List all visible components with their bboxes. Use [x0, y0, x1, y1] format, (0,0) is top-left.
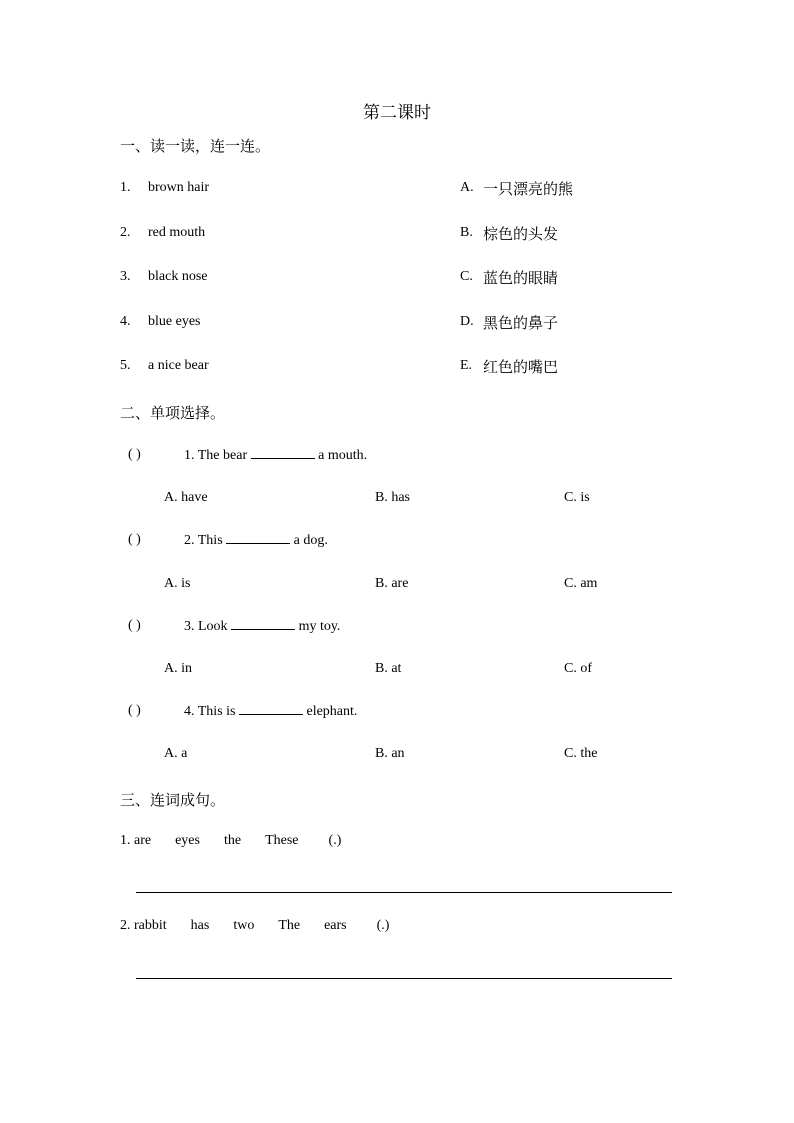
- match-left-number: 5.: [120, 358, 131, 373]
- fill-blank[interactable]: [239, 703, 303, 715]
- match-left-number: 3.: [120, 269, 131, 284]
- option-b[interactable]: B. has: [375, 490, 410, 505]
- match-right-text: 棕色的头发: [483, 227, 559, 243]
- match-right-letter: C.: [460, 269, 473, 284]
- answer-parentheses[interactable]: ( ): [128, 618, 141, 633]
- word-tile: (.): [328, 833, 342, 848]
- answer-line-2[interactable]: [136, 978, 672, 979]
- answer-line-1[interactable]: [136, 892, 672, 893]
- match-left-number: 1.: [120, 180, 131, 195]
- match-left-number: 4.: [120, 314, 131, 329]
- option-a[interactable]: A. have: [164, 490, 208, 505]
- question-text-before: 1. The bear: [184, 448, 248, 463]
- fill-blank[interactable]: [231, 618, 295, 630]
- question-text-before: 3. Look: [184, 619, 228, 634]
- word-tile: 1. are: [120, 833, 152, 848]
- match-left-text: brown hair: [148, 180, 210, 195]
- option-a[interactable]: A. in: [164, 661, 192, 676]
- question-text-after: elephant.: [306, 704, 358, 719]
- question-text-before: 2. This: [184, 533, 223, 548]
- option-a[interactable]: A. a: [164, 746, 188, 761]
- word-tile: (.): [376, 918, 390, 933]
- scrambled-words-2: [120, 918, 389, 934]
- answer-parentheses[interactable]: ( ): [128, 532, 141, 547]
- question-text-after: my toy.: [298, 619, 341, 634]
- section3-heading: 三、连词成句。: [120, 793, 226, 809]
- page-title: 第二课时: [363, 103, 431, 122]
- option-a[interactable]: A. is: [164, 576, 191, 591]
- match-right-letter: E.: [460, 358, 473, 373]
- match-left-text: red mouth: [148, 225, 206, 240]
- question-text-after: a mouth.: [318, 448, 368, 463]
- match-right-text: 蓝色的眼睛: [483, 271, 559, 287]
- word-tile: eyes: [175, 833, 200, 848]
- answer-parentheses[interactable]: ( ): [128, 703, 141, 718]
- question-stem: [184, 447, 367, 464]
- match-right-letter: A.: [460, 180, 474, 195]
- option-c[interactable]: C. am: [564, 576, 598, 591]
- question-text-before: 4. This is: [184, 704, 236, 719]
- match-right-text: 一只漂亮的熊: [483, 182, 574, 198]
- option-b[interactable]: B. are: [375, 576, 409, 591]
- option-c[interactable]: C. of: [564, 661, 592, 676]
- match-right-letter: D.: [460, 314, 474, 329]
- option-b[interactable]: B. an: [375, 746, 405, 761]
- word-tile: ears: [324, 918, 347, 933]
- word-tile: The: [278, 918, 301, 933]
- word-tile: two: [233, 918, 255, 933]
- scrambled-words-1: [120, 833, 341, 849]
- question-stem: [184, 618, 340, 635]
- section1-heading: 一、读一读，连一连。: [120, 139, 271, 155]
- question-stem: [184, 532, 328, 549]
- word-tile: 2. rabbit: [120, 918, 167, 933]
- option-c[interactable]: C. the: [564, 746, 598, 761]
- fill-blank[interactable]: [251, 447, 315, 459]
- match-left-text: blue eyes: [148, 314, 201, 329]
- match-right-letter: B.: [460, 225, 473, 240]
- option-b[interactable]: B. at: [375, 661, 402, 676]
- match-left-text: black nose: [148, 269, 208, 284]
- match-left-number: 2.: [120, 225, 131, 240]
- word-tile: the: [223, 833, 242, 848]
- question-text-after: a dog.: [293, 533, 328, 548]
- match-right-text: 黑色的鼻子: [483, 316, 559, 332]
- word-tile: has: [190, 918, 210, 933]
- fill-blank[interactable]: [226, 532, 290, 544]
- question-stem: [184, 703, 357, 720]
- section2-heading: 二、单项选择。: [120, 406, 226, 422]
- word-tile: These: [265, 833, 299, 848]
- match-left-text: a nice bear: [148, 358, 209, 373]
- match-right-text: 红色的嘴巴: [483, 360, 559, 376]
- option-c[interactable]: C. is: [564, 490, 590, 505]
- answer-parentheses[interactable]: ( ): [128, 447, 141, 462]
